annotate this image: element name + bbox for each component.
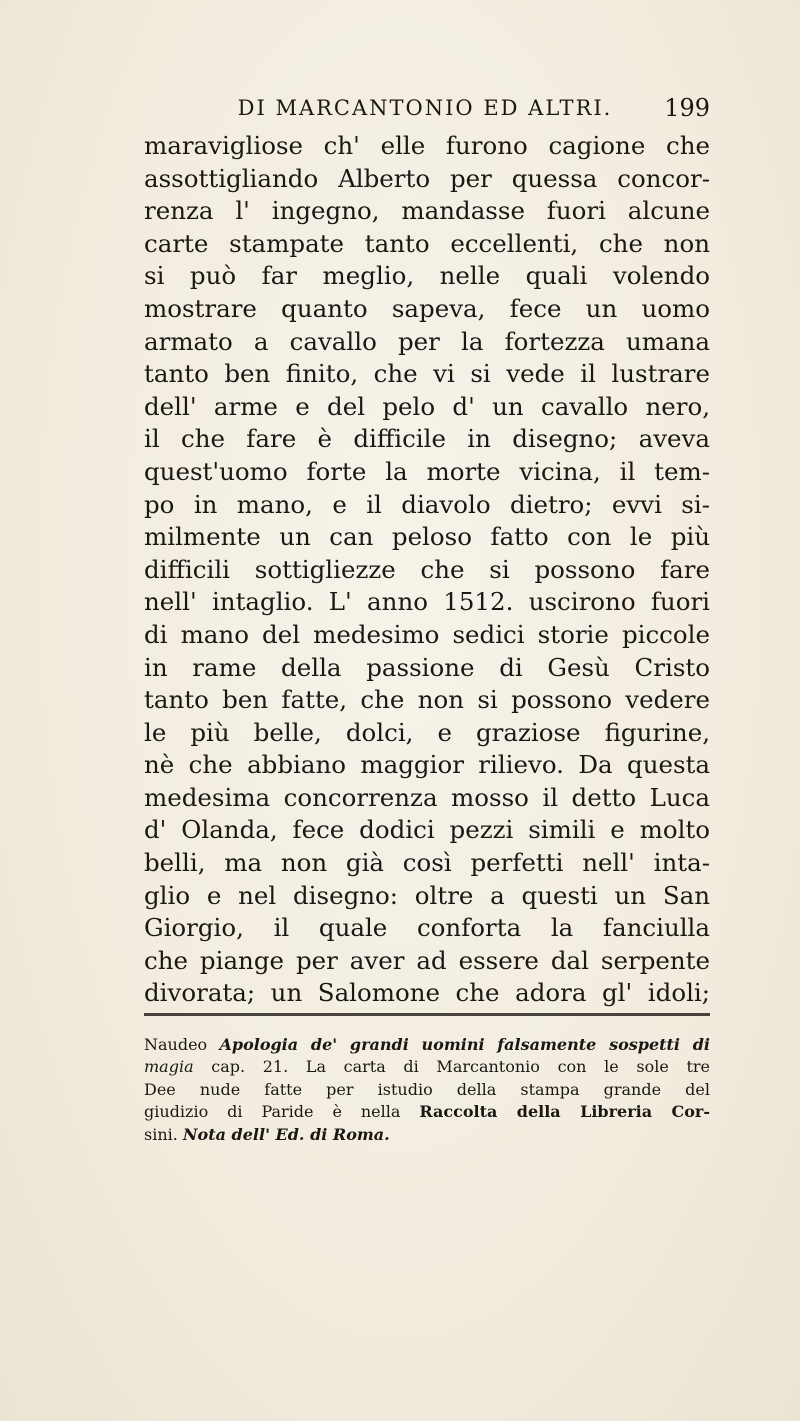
text-line: nell' intaglio. L' anno 1512. uscirono fuori (144, 587, 710, 617)
footnote-line: Dee nude fatte per istudio della stampa grande del (144, 1079, 710, 1099)
text-line: le più belle, dolci, e graziose figurine, (144, 717, 710, 747)
text-line: nè che abbiano maggior rilievo. Da questa (144, 750, 710, 780)
text-line: difficili sottigliezze che si possono fare (144, 554, 710, 584)
text-line: in rame della passione di Gesù Cristo (144, 652, 710, 682)
text-line: glio e nel disegno: oltre a questi un San (144, 880, 710, 910)
footnote-title-end: magia (144, 1057, 194, 1077)
footnote-collection: Raccolta della Libreria Cor- (419, 1102, 710, 1122)
text-line: che piange per aver ad essere dal serpente (144, 945, 710, 975)
text-line: assottigliando Alberto per quessa concor- (144, 163, 710, 193)
footnote-text: giudizio di Paride è nella (144, 1102, 420, 1122)
running-title: DI MARCANTONIO ED ALTRI. (237, 96, 613, 120)
text-line: quest'uomo forte la morte vicina, il tem- (144, 456, 710, 486)
footnote-title: Apologia de' grandi uomini falsamente sospetti di (219, 1035, 710, 1054)
text-line: armato a cavallo per la fortezza umana (144, 326, 710, 356)
text-line: si può far meglio, nelle quali volendo (144, 261, 710, 291)
footnote-line (144, 1124, 710, 1146)
running-head (140, 92, 710, 132)
text-line: di mano del medesimo sedici storie piccole (144, 619, 710, 649)
footnote (144, 1034, 710, 1146)
footnote-text: cap. 21. La carta di Marcantonio con le sole tre (193, 1057, 710, 1077)
body-text (144, 130, 710, 1010)
text-line: Giorgio, il quale conforta la fanciulla (144, 913, 710, 943)
footnote-line (144, 1034, 710, 1056)
text-line: milmente un can peloso fatto con le più (144, 522, 710, 552)
footnote-author: Naudeo (144, 1035, 220, 1054)
footnote-rule (144, 1013, 710, 1016)
text-line: tanto ben finito, che vi si vede il lustrare (144, 359, 710, 389)
text-line: belli, ma non già così perfetti nell' inta- (144, 848, 710, 878)
footnote-line (144, 1101, 710, 1123)
text-line: renza l' ingegno, mandasse fuori alcune (144, 196, 710, 226)
page-number: 199 (664, 94, 710, 122)
text-line: d' Olanda, fece dodici pezzi simili e molto (144, 815, 710, 845)
text-line: divorata; un Salomone che adora gl' idoli; (144, 978, 710, 1008)
text-line: il che fare è difficile in disegno; aveva (144, 424, 710, 454)
text-line: carte stampate tanto eccellenti, che non (144, 228, 710, 258)
footnote-editor-note: Nota dell' Ed. di Roma. (182, 1124, 390, 1144)
text-line: medesima concorrenza mosso il detto Luca (144, 782, 710, 812)
text-line: dell' arme e del pelo d' un cavallo nero, (144, 391, 710, 421)
text-line: po in mano, e il diavolo dietro; evvi si- (144, 489, 710, 519)
footnote-line (144, 1056, 710, 1078)
text-line: maravigliose ch' elle furono cagione che (144, 131, 710, 160)
text-line: tanto ben fatte, che non si possono vedere (144, 685, 710, 715)
text-line: mostrare quanto sapeva, fece un uomo (144, 293, 710, 323)
footnote-text: sini. (144, 1124, 183, 1144)
